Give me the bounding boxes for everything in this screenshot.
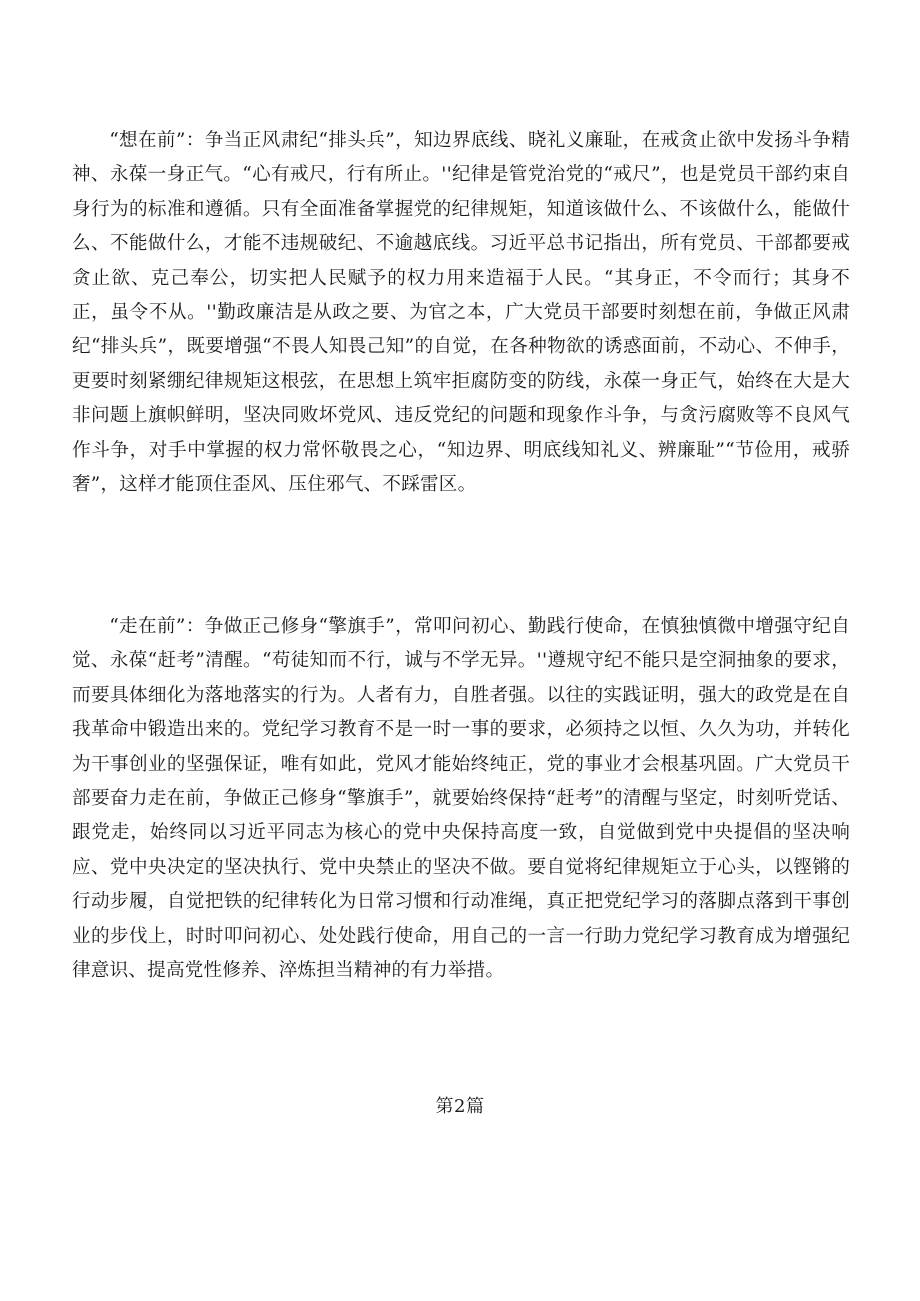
- section-heading: 第2篇: [435, 1096, 485, 1117]
- body-paragraph-2: “走在前”：争做正己修身“擎旗手”，常叩问初心、勤践行使命，在慎独慎微中增强守纪自觉、永葆“赶考”清醒。“苟徒知而不行，诚与不学无异。''遵规守纪不能只是空洞抽象的要求，而要具体细化为落地落实的行为。人者有力，自胜者强。以往的实践证明，强大的政党是在自我革命中锻造出来的。党纪学习教育不是一时一事的要求，必须持之以恒、久久为功，并转化为干事创业的坚强保证，唯有如此，党风才能始终纯正，党的事业才会根基巩固。广大党员干部要奋力走在前，争做正己修身“擎旗手”，就要始终保持“赶考”的清醒与坚定，时刻听党话、跟党走，始终同以习近平同志为核心的党中央保持高度一致，自觉做到党中央提倡的坚决响应、党中央决定的坚决执行、党中央禁止的坚决不做。要自觉将纪律规矩立于心头，以铿锵的行动步履，自觉把铁的纪律转化为日常习惯和行动准绳，真正把党纪学习的落脚点落到干事创业的步伐上，时时叩问初心、处处践行使命，用自己的一言一行助力党纪学习教育成为增强纪律意识、提高党性修养、淬炼担当精神的有力举措。: [72, 616, 850, 982]
- body-paragraph-1: “想在前”：争当正风肃纪“排头兵”，知边界底线、晓礼义廉耻，在戒贪止欲中发扬斗争精神、永葆一身正气。“心有戒尺，行有所止。''纪律是管党治党的“戒尺”，也是党员干部约束自身行为的标准和遵循。只有全面准备掌握党的纪律规矩，知道该做什么、不该做什么，能做什么、不能做什么，才能不违规破纪、不逾越底线。习近平总书记指出，所有党员、干部都要戒贪止欲、克己奉公，切实把人民赋予的权力用来造福于人民。“其身正，不令而行；其身不正，虽令不从。''勤政廉洁是从政之要、为官之本，广大党员干部要时刻想在前，争做正风肃纪“排头兵”，既要增强“不畏人知畏己知”的自觉，在各种物欲的诱惑面前，不动心、不伸手，更要时刻紧绷纪律规矩这根弦，在思想上筑牢拒腐防变的防线，永葆一身正气，始终在大是大非问题上旗帜鲜明，坚决同败坏党风、违反党纪的问题和现象作斗争，与贪污腐败等不良风气作斗争，对手中掌握的权力常怀敬畏之心，“知边界、明底线知礼义、辨廉耻”“节俭用，戒骄奢”，这样才能顶住歪风、压住邪气、不踩雷区。: [72, 130, 850, 496]
